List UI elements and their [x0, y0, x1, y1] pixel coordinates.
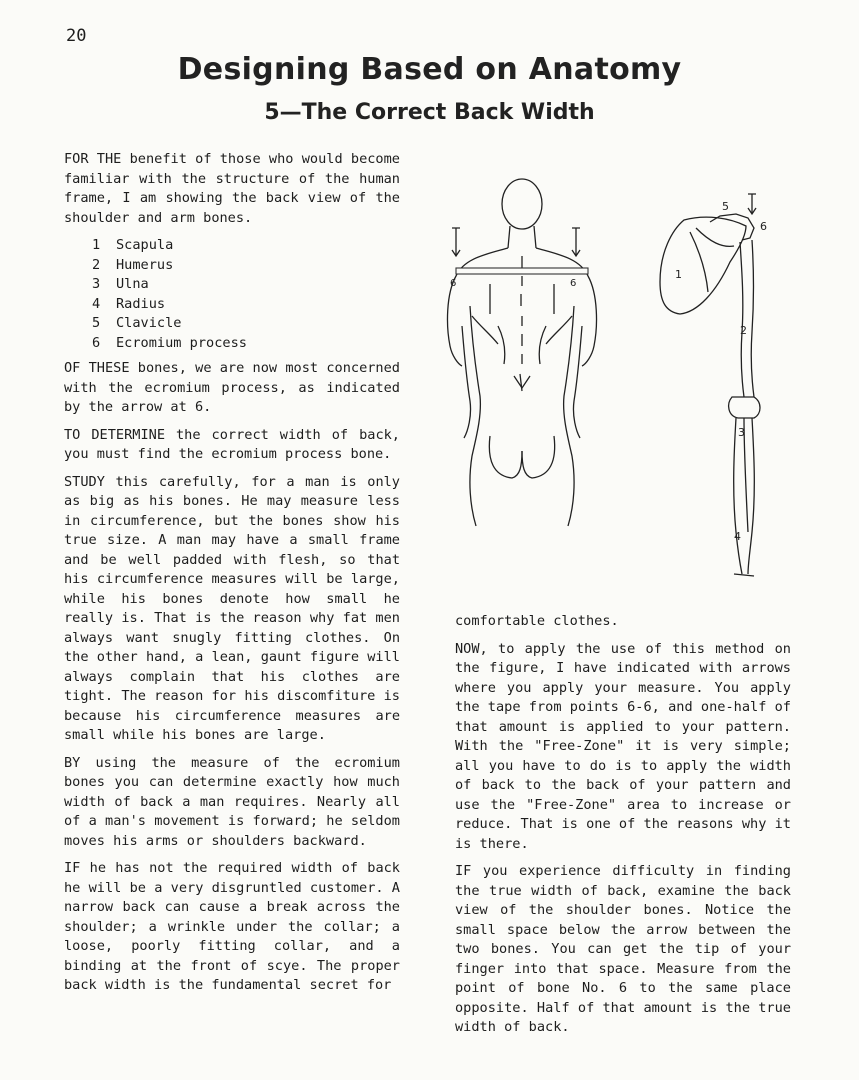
bone-name: Radius: [116, 295, 166, 312]
body-label-right: 6: [570, 278, 577, 289]
right-column: [455, 612, 791, 1046]
bone-label-4: 4: [734, 530, 741, 543]
paragraph-now: NOW, to apply the use of this method on the figure, I have indicated with arrows where you apply your measure. You apply the tape from points 6-6, and one-half of that amount is applied to your pattern. With the "Free-Zone" it is very simple; all you have to do is to apply the width of back to the back of your pattern and use the "Free-Zone" area to increase or reduce. That is one of the reasons why it is there.: [455, 640, 791, 852]
bone-list-item: [92, 256, 400, 276]
bone-number: 4: [92, 295, 101, 312]
bone-number: 3: [92, 276, 101, 292]
bone-number: 6: [92, 334, 101, 351]
bone-number: 2: [92, 256, 101, 273]
bone-list: [64, 236, 400, 353]
left-column: [64, 150, 400, 1004]
bone-name: Ecromium process: [116, 334, 247, 351]
bone-number: 1: [92, 237, 101, 253]
paragraph-study: STUDY this carefully, for a man is only as big as his bones. He may measure less in circumference, but the bones show his true size. A man may have a small frame and be well padded with flesh, so that his circumference measures will be large, while his bones denote how small he really is. That is the reason why fat men always want snugly fitting clothes. On the other hand, a lean, gaunt figure will always complain that his clothes are tight. The reason for his discomfiture is because his circumference measures are small while his bones are large.: [64, 473, 400, 743]
body-label-left: 6: [450, 278, 457, 289]
bone-name: Humerus: [116, 256, 174, 273]
bone-label-2: 2: [740, 324, 747, 337]
bone-label-1: 1: [675, 268, 682, 281]
bone-list-item: [92, 334, 400, 354]
bone-name: Ulna: [116, 276, 149, 292]
back-figure-illustration: [432, 176, 622, 536]
intro-paragraph: FOR THE benefit of those who would become familiar with the structure of the human frame, I am showing the back view of the shoulder and arm bones.: [64, 151, 400, 226]
bone-list-item: [92, 236, 400, 256]
shoulder-bones-illustration: [650, 192, 780, 592]
bone-name: Clavicle: [116, 315, 182, 331]
page-subtitle: 5—The Correct Back Width: [264, 100, 595, 125]
bone-list-item: [92, 275, 400, 295]
paragraph-comfortable: comfortable clothes.: [455, 613, 619, 629]
bone-label-6: 6: [760, 220, 767, 233]
paragraph-if-not: IF he has not the required width of back he will be a very disgruntled customer. A narrow back can cause a break across the shoulder; a wrinkle under the collar; a loose, poorly fitting collar, and a binding at the front of scye. The proper back width is the fundamental secret for: [64, 860, 400, 993]
bone-number: 5: [92, 315, 101, 331]
bone-label-3: 3: [738, 426, 745, 439]
bone-label-5: 5: [722, 200, 729, 213]
page-number: 20: [66, 26, 87, 46]
bone-name: Scapula: [116, 237, 174, 253]
paragraph-ecromium: OF THESE bones, we are now most concerned with the ecromium process, as indicated by the arrow at 6.: [64, 360, 400, 415]
page-title: Designing Based on Anatomy: [177, 52, 682, 87]
bone-list-item: [92, 314, 400, 334]
paragraph-by-using: BY using the measure of the ecromium bones you can determine exactly how much width of back a man requires. Nearly all of a man's movement is forward; he seldom moves his arms or shoulders backward.: [64, 754, 400, 849]
paragraph-if-difficulty: IF you experience difficulty in finding the true width of back, examine the back view of the shoulder bones. Notice the small space below the arrow between the two bones. You can get the tip of your finger into that space. Measure from the point of bone No. 6 to the same place opposite. Half of that amount is the true width of back.: [455, 863, 791, 1035]
paragraph-determine: TO DETERMINE the correct width of back, you must find the ecromium process bone.: [64, 426, 400, 462]
bone-list-item: [92, 295, 400, 315]
